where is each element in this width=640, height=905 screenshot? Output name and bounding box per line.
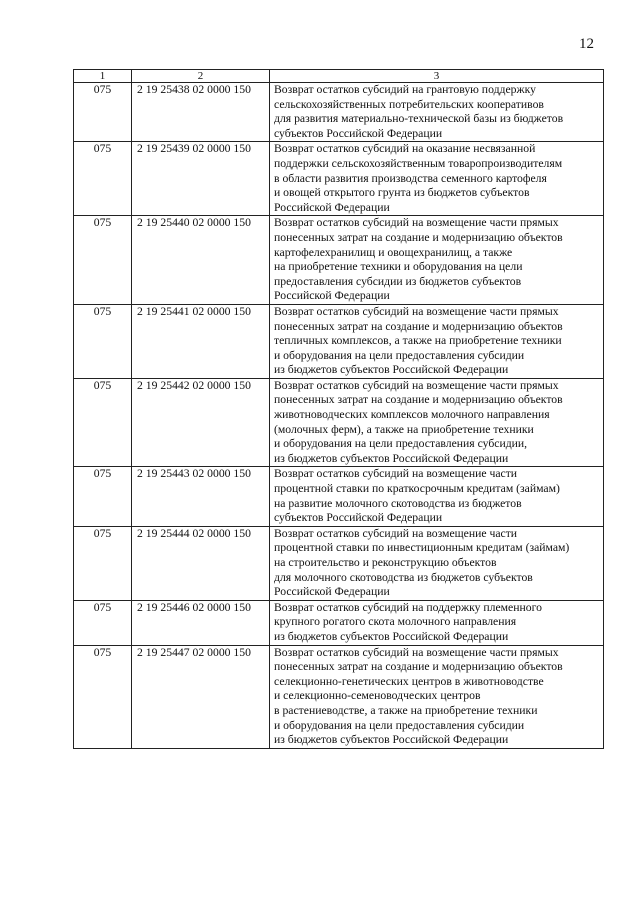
income-name-cell: Возврат остатков субсидий на возмещение части процентной ставки по инвестиционным кредитам (займам) на строительство и реконструкцию объектов для молочного скотоводства из бюджетов субъектов Российской Федерации: [270, 526, 604, 600]
admin-code-cell: 075: [74, 526, 132, 600]
table-row: [74, 216, 604, 305]
budget-code-cell: 2 19 25440 02 0000 150: [132, 216, 270, 305]
income-name-cell: Возврат остатков субсидий на возмещение части прямых понесенных затрат на создание и модернизацию объектов селекционно-генетических центров в животноводстве и селекционно-семеноводческих центров в растениеводстве, а также на приобретение техники и оборудования на цели предоставления субсидии из бюджетов субъектов Российской Федерации: [270, 645, 604, 748]
page-number: 12: [579, 36, 594, 52]
column-header-2: 2: [132, 70, 270, 83]
admin-code-cell: 075: [74, 83, 132, 142]
admin-code-cell: 075: [74, 600, 132, 645]
income-name-cell: Возврат остатков субсидий на возмещение части процентной ставки по краткосрочным кредитам (займам) на развитие молочного скотоводства из бюджетов субъектов Российской Федерации: [270, 467, 604, 526]
admin-code-cell: 075: [74, 645, 132, 748]
table-row: [74, 378, 604, 467]
income-name-cell: Возврат остатков субсидий на возмещение части прямых понесенных затрат на создание и модернизацию объектов тепличных комплексов, а также на приобретение техники и оборудования на цели предоставления субсидии из бюджетов субъектов Российской Федерации: [270, 304, 604, 378]
income-name-cell: Возврат остатков субсидий на грантовую поддержку сельскохозяйственных потребительских кооперативов для развития материально-технической базы из бюджетов субъектов Российской Федерации: [270, 83, 604, 142]
budget-code-cell: 2 19 25444 02 0000 150: [132, 526, 270, 600]
budget-codes-table: [73, 69, 604, 749]
admin-code-cell: 075: [74, 378, 132, 467]
income-name-cell: Возврат остатков субсидий на оказание несвязанной поддержки сельскохозяйственным товаропроизводителям в области развития производства семенного картофеля и овощей открытого грунта из бюджетов субъектов Российской Федерации: [270, 142, 604, 216]
admin-code-cell: 075: [74, 216, 132, 305]
budget-code-cell: 2 19 25438 02 0000 150: [132, 83, 270, 142]
income-name-cell: Возврат остатков субсидий на возмещение части прямых понесенных затрат на создание и модернизацию объектов животноводческих комплексов молочного направления (молочных ферм), а также на приобретение техники и оборудования на цели предоставления субсидии, из бюджетов субъектов Российской Федерации: [270, 378, 604, 467]
admin-code-cell: 075: [74, 467, 132, 526]
admin-code-cell: 075: [74, 142, 132, 216]
budget-code-cell: 2 19 25443 02 0000 150: [132, 467, 270, 526]
budget-code-cell: 2 19 25446 02 0000 150: [132, 600, 270, 645]
column-header-1: 1: [74, 70, 132, 83]
table-header-row: [74, 70, 604, 83]
column-header-3: 3: [270, 70, 604, 83]
admin-code-cell: 075: [74, 304, 132, 378]
budget-code-cell: 2 19 25441 02 0000 150: [132, 304, 270, 378]
table-row: [74, 526, 604, 600]
table-row: [74, 142, 604, 216]
budget-code-cell: 2 19 25447 02 0000 150: [132, 645, 270, 748]
table-row: [74, 645, 604, 748]
table-row: [74, 467, 604, 526]
table-row: [74, 304, 604, 378]
income-name-cell: Возврат остатков субсидий на возмещение части прямых понесенных затрат на создание и модернизацию объектов картофелехранилищ и овощехранилищ, а также на приобретение техники и оборудования на цели предоставления субсидии из бюджетов субъектов Российской Федерации: [270, 216, 604, 305]
table-row: [74, 83, 604, 142]
budget-code-cell: 2 19 25439 02 0000 150: [132, 142, 270, 216]
table-row: [74, 600, 604, 645]
budget-code-cell: 2 19 25442 02 0000 150: [132, 378, 270, 467]
income-name-cell: Возврат остатков субсидий на поддержку племенного крупного рогатого скота молочного направления из бюджетов субъектов Российской Федерации: [270, 600, 604, 645]
